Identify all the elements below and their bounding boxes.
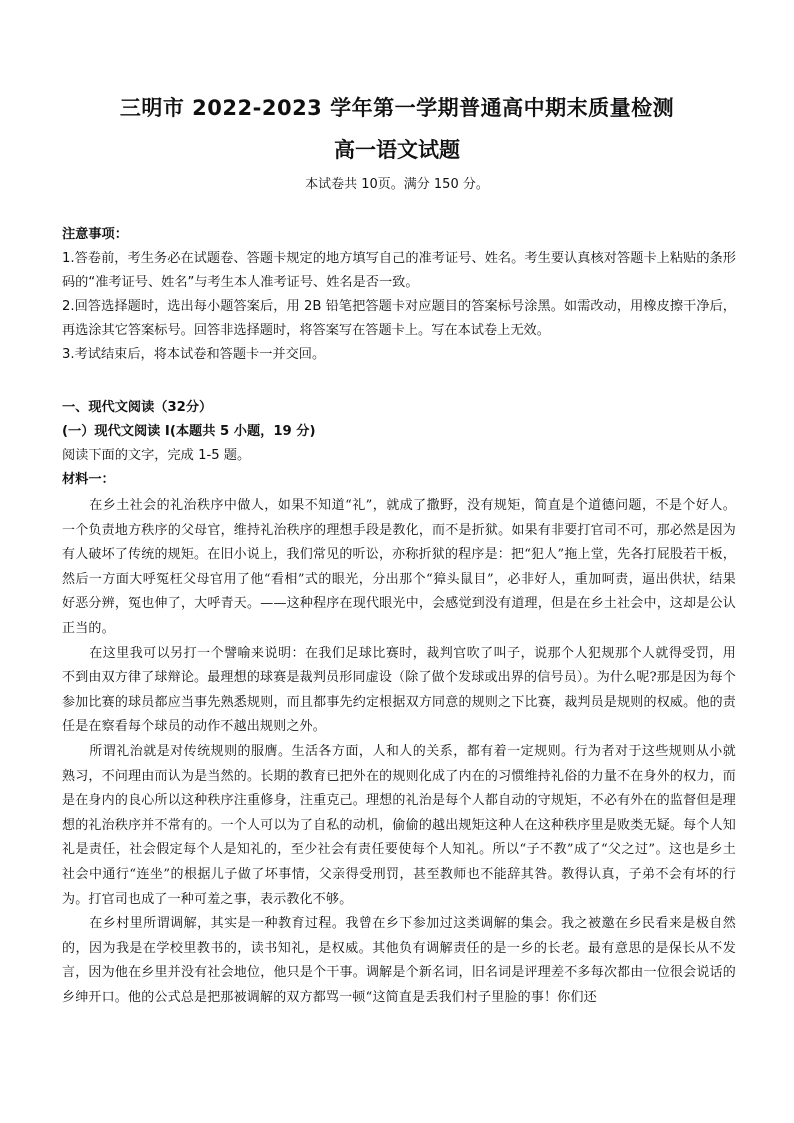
notes-heading: 注意事项：: [62, 227, 128, 242]
section-header: [62, 396, 736, 492]
note-item: 1.答卷前，考生务必在试题卷、答题卡规定的地方填写自己的准考证号、姓名。考生要认真核对答题卡上粘贴的条形码的“准考证号、姓名”与考生本人准考证号、姓名是否一致。: [62, 251, 736, 290]
passage: [62, 494, 736, 1010]
notes-block: [62, 223, 736, 367]
exam-title: 三明市 2022-2023 学年第一学期普通高中期末质量检测: [119, 96, 675, 120]
material-label: 材料一：: [62, 472, 115, 487]
passage-paragraph: 在乡土社会的礼治秩序中做人，如果不知道“礼”，就成了撒野，没有规矩，简直是个道德问题，不是个好人。一个负责地方秩序的父母官，维持礼治秩序的理想手段是教化，而不是折狱。如果有非要打官司不可，那必然是因为有人破坏了传统的规矩。在旧小说上，我们常见的听讼，亦称折狱的程序是：把“犯人”拖上堂，先各打屁股若干板，然后一方面大呼冤枉父母官用了他“看相”式的眼光，分出那个“獐头鼠目”，必非好人，重加呵责，逼出供状，结果好恶分辨，冤也伸了，大呼青天。——这种程序在现代眼光中，会感觉到没有道理，但是在乡土社会中，这却是公认正当的。: [62, 498, 736, 636]
exam-subtitle: 高一语文试题: [334, 138, 460, 162]
note-item: 2.回答选择题时，选出每小题答案后，用 2B 铅笔把答题卡对应题目的答案标号涂黑。如需改动，用橡皮擦干净后，再选涂其它答案标号。回答非选择题时，将答案写在答题卡上。写在本试卷上无效。: [62, 299, 736, 338]
passage-paragraph: 在乡村里所谓调解，其实是一种教育过程。我曾在乡下参加过这类调解的集会。我之被邀在乡民看来是极自然的，因为我是在学校里教书的，读书知礼，是权威。其他负有调解责任的是一乡的长老。最有意思的是保长从不发言，因为他在乡里并没有社会地位，他只是个干事。调解是个新名词，旧名词是评理差不多每次都由一位很会说话的乡绅开口。他的公式总是把那被调解的双方都骂一顿“这简直是丢我们村子里脸的事！你们还: [62, 916, 736, 1005]
note-item: 3.考试结束后，将本试卷和答题卡一并交回。: [62, 347, 326, 362]
subpart-title: (一）现代文阅读 I(本题共 5 小题，19 分): [62, 424, 316, 439]
exam-info: 本试卷共 10页。满分 150 分。: [305, 177, 489, 192]
reading-instruction: 阅读下面的文字，完成 1-5 题。: [62, 448, 251, 463]
part-title: 一、现代文阅读（32分）: [62, 400, 213, 415]
passage-paragraph: 所谓礼治就是对传统规则的服膺。生活各方面，人和人的关系，都有着一定规则。行为者对于这些规则从小就熟习，不问理由而认为是当然的。长期的教育已把外在的规则化成了内在的习惯维持礼俗的力量不在身外的权力，而是在身内的良心所以这种秩序注重修身，注重克己。理想的礼治是每个人都自动的守规矩，不必有外在的监督但是理想的礼治秩序并不常有的。一个人可以为了自私的动机，偷偷的越出规矩这种人在这种秩序里是败类无疑。每个人知礼是责任，社会假定每个人是知礼的，至少社会有责任要使每个人知礼。所以“子不教”成了“父之过”。这也是乡土社会中通行“连坐”的根据儿子做了坏事情，父亲得受刑罚，甚至教师也不能辞其咎。教得认真，子弟不会有坏的行为。打官司也成了一种可羞之事，表示教化不够。: [62, 743, 736, 907]
passage-paragraph: 在这里我可以另打一个譬喻来说明：在我们足球比赛时，裁判官吹了叫子，说那个人犯规那个人就得受罚，用不到由双方律了球辩论。最理想的球赛是裁判员形同虚设（除了做个发球或出界的信号员）。为什么呢?那是因为每个参加比赛的球员都应当事先熟悉规则，而且都事先约定根据双方同意的规则之下比赛，裁判员是规则的权威。他的责任是在察看每个球员的动作不越出规则之外。: [62, 645, 736, 735]
